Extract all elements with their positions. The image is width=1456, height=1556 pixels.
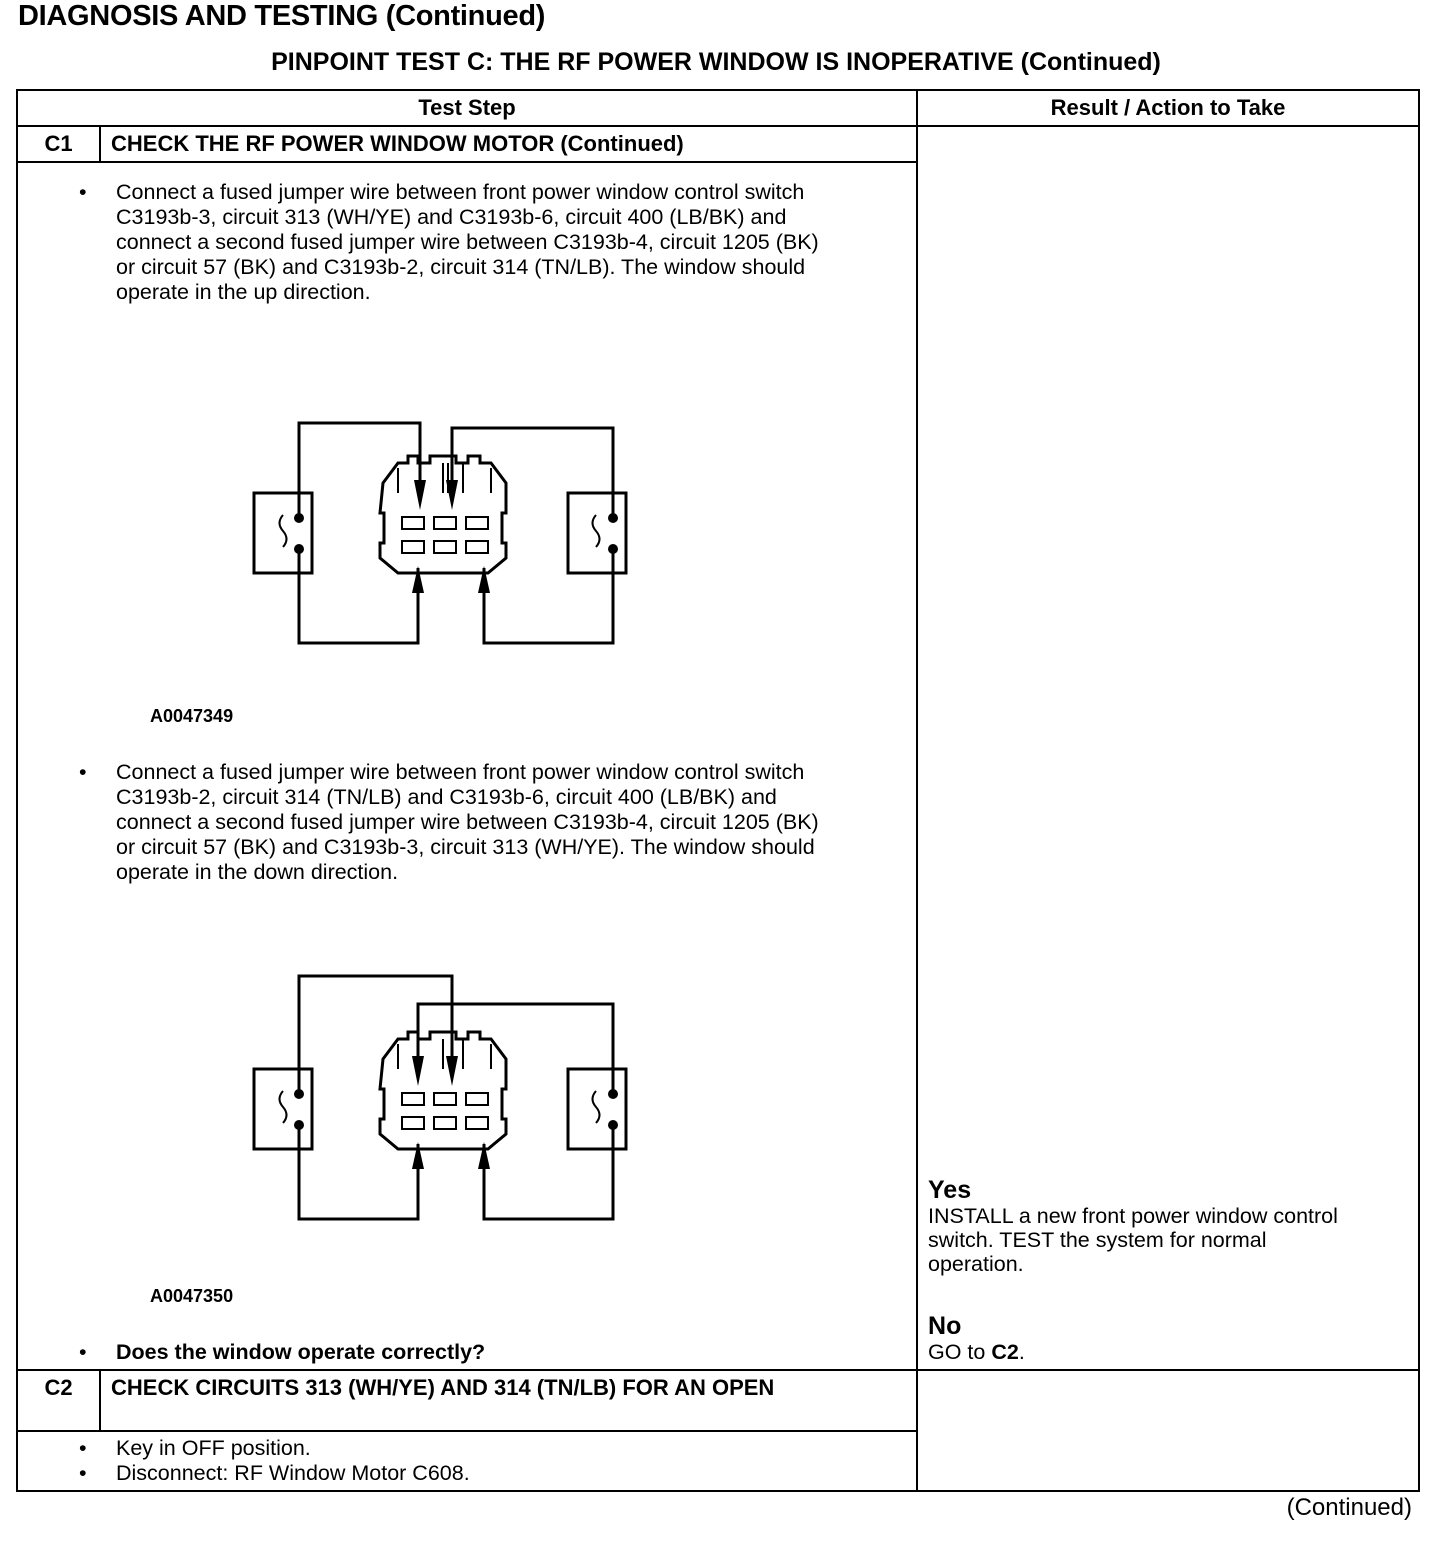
go-to-c2-link[interactable]: C2 [991, 1340, 1019, 1364]
column-header-result: Result / Action to Take [917, 90, 1419, 126]
c1-question-text: Does the window operate correctly? [116, 1340, 486, 1364]
c1-bullet-2 [79, 760, 836, 885]
figure-1-id: A0047349 [150, 706, 234, 726]
step-c2-result [917, 1370, 1419, 1491]
no-action [928, 1340, 1025, 1364]
c1-question [79, 1340, 836, 1365]
probe-arrow [478, 1142, 490, 1169]
table-header-row [17, 90, 1419, 126]
yes-label: Yes [928, 1176, 972, 1204]
c1-bullet-1-text: Connect a fused jumper wire between front power window control switch C3193b-3, circuit 313 (WH/YE) and C3193b-6, circuit 400 (LB/BK) and connect a second fused jumper wire between C3193b-4, circuit 1205 (BK) or circuit 57 (BK) and C3193b-2, circuit 314 (TN/LB). The window should operate in the up direction. [116, 180, 819, 304]
probe-arrow [412, 1142, 424, 1169]
jumper-wire-down-diagram [248, 971, 648, 1226]
no-action-prefix: GO to [928, 1340, 992, 1364]
yes-result [928, 1176, 1348, 1276]
probe-arrow [414, 480, 426, 510]
c2-bullet-1 [79, 1436, 836, 1461]
no-result [928, 1312, 1025, 1364]
pinpoint-test-title-text: PINPOINT TEST C: THE RF POWER WINDOW IS INOPERATIVE (Continued) [271, 48, 1161, 76]
probe-arrow [412, 566, 424, 593]
step-id-c1: C1 [17, 126, 100, 162]
step-c1-result [917, 126, 1419, 1370]
bullet-dot: • [79, 1436, 87, 1460]
bullet-dot: • [79, 1461, 87, 1485]
pinpoint-test-table [16, 89, 1420, 1492]
left-fuse-box [254, 493, 312, 573]
step-title-c1: CHECK THE RF POWER WINDOW MOTOR (Continued) [100, 126, 917, 162]
bullet-dot: • [79, 180, 87, 204]
left-fuse-box [254, 1069, 312, 1149]
page-header: DIAGNOSIS AND TESTING (Continued) [18, 0, 546, 32]
probe-arrow [446, 1056, 458, 1086]
step-c2-title-row [17, 1370, 1419, 1431]
column-header-test-step: Test Step [17, 90, 917, 126]
step-c1-body [17, 162, 917, 1370]
jumper-wire-up-diagram [248, 418, 648, 650]
no-action-suffix: . [1018, 1340, 1025, 1364]
probe-arrow [478, 566, 490, 593]
step-title-c2: CHECK CIRCUITS 313 (WH/YE) AND 314 (TN/LB) FOR AN OPEN [100, 1370, 917, 1431]
c2-bullet-2 [79, 1461, 836, 1486]
figure-2-id: A0047350 [150, 1286, 234, 1306]
step-c2-body [17, 1431, 917, 1491]
c2-bullet-2-text: Disconnect: RF Window Motor C608. [116, 1461, 470, 1485]
bullet-dot: • [79, 760, 87, 784]
probe-arrow [412, 1056, 424, 1086]
pinpoint-test-title [0, 48, 1456, 77]
step-c1-title-row [17, 126, 1419, 162]
c2-bullet-1-text: Key in OFF position. [116, 1436, 311, 1460]
no-label: No [928, 1312, 962, 1340]
c1-bullet-1 [79, 180, 836, 305]
bullet-dot: • [79, 1340, 87, 1364]
probe-arrow [446, 480, 458, 510]
step-id-c2: C2 [17, 1370, 100, 1431]
c1-bullet-2-text: Connect a fused jumper wire between front power window control switch C3193b-2, circuit 314 (TN/LB) and C3193b-6, circuit 400 (LB/BK) and connect a second fused jumper wire between C3193b-4, circuit 1205 (BK) or circuit 57 (BK) and C3193b-3, circuit 313 (WH/YE). The window should operate in the down direction. [116, 760, 819, 884]
continued-footer: (Continued) [1286, 1494, 1412, 1521]
yes-action: INSTALL a new front power window control switch. TEST the system for normal operation. [928, 1204, 1338, 1276]
